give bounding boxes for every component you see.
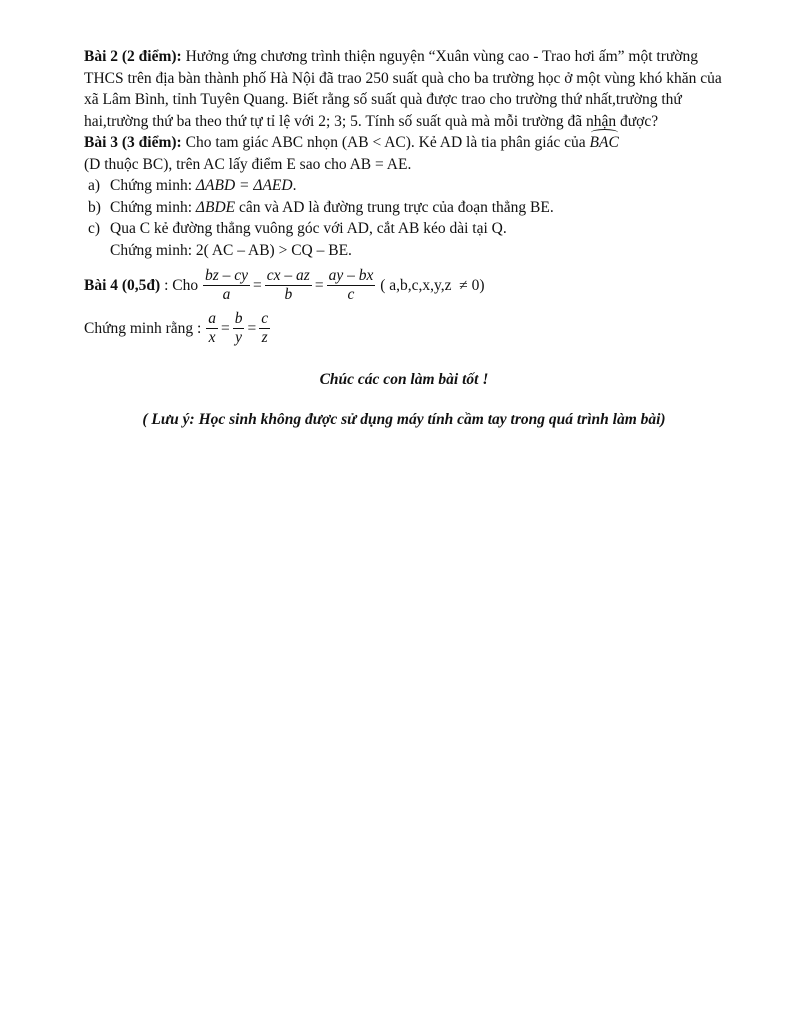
item-rest: cân và AD là đường trung trực của đoạn thẳng BE. xyxy=(235,198,554,216)
fraction-denominator: a xyxy=(222,286,231,303)
problem-3-line2: (D thuộc BC), trên AC lấy điểm E sao cho AB = AE. xyxy=(84,155,412,173)
item-label: a) xyxy=(88,177,101,194)
fraction-numerator: bz – cy xyxy=(205,267,249,284)
angle-bac: BAC xyxy=(590,132,619,154)
problem-2 xyxy=(84,46,724,132)
equals-sign: = xyxy=(220,319,230,337)
problem-4-cho: : Cho xyxy=(160,276,202,294)
item-rest: Qua C kẻ đường thẳng vuông góc với AD, cắt AB kéo dài tại Q. xyxy=(110,220,507,237)
problem-3-title: Bài 3 (3 điểm): xyxy=(84,134,182,151)
result-fraction-1 xyxy=(206,310,218,347)
problem-2-title: Bài 2 (2 điểm): xyxy=(84,48,182,65)
fraction-denominator: b xyxy=(284,286,293,303)
fraction-denominator: z xyxy=(261,329,268,346)
fraction-numerator: ay – bx xyxy=(328,267,374,284)
problem-3c xyxy=(84,218,724,240)
problem-2-text: Hưởng ứng chương trình thiện nguyện “Xuân vùng cao - Trao hơi ấm” một trường THCS trên địa bàn thành phố Hà Nội đã trao 250 suất quà cho ba trường học ở một vùng khó khăn của xã Lâm Bình, tỉnh Tuyên Quang. Biết rằng số suất quà được trao cho trường thứ nhất,trường thứ hai,trường thứ ba theo thứ tự tỉ lệ với 2; 3; 5. Tính số suất quà mà mỗi trường đã nhận được? xyxy=(84,48,722,130)
fraction-1 xyxy=(203,267,250,304)
equals-sign: = xyxy=(253,276,262,294)
calculator-note: ( Lưu ý: Học sinh không được sử dụng máy tính cầm tay trong quá trình làm bài) xyxy=(142,410,666,428)
problem-3b xyxy=(84,197,724,219)
item-rest: . xyxy=(292,177,297,194)
fraction-denominator: y xyxy=(235,329,243,346)
item-math: ΔBDE xyxy=(192,198,236,216)
item-math: ΔABD = ΔAED xyxy=(192,177,293,194)
fraction-numerator: c xyxy=(261,310,269,327)
fraction-3 xyxy=(327,267,376,304)
item-label: c) xyxy=(88,220,101,237)
result-fraction-2 xyxy=(233,310,245,347)
exam-content xyxy=(84,46,724,430)
fraction-denominator: c xyxy=(347,286,355,303)
problem-4-title: Bài 4 (0,5đ) xyxy=(84,276,161,294)
closing-message: Chúc các con làm bài tốt ! xyxy=(319,371,489,388)
equals-sign: = xyxy=(314,276,324,294)
problem-3c-proof xyxy=(84,240,724,262)
proof-statement: 2( AC – AB) > CQ – BE. xyxy=(192,241,352,259)
prove-label: Chứng minh rằng : xyxy=(84,319,206,337)
fraction-numerator: b xyxy=(234,310,243,327)
problem-3-text: Cho tam giác ABC nhọn (AB < AC). Kẻ AD là tia phân giác của xyxy=(181,134,590,151)
problem-4-prove xyxy=(84,310,724,347)
equals-sign: = xyxy=(247,319,257,337)
problem-3a xyxy=(84,175,724,197)
item-lead: Chứng minh: xyxy=(110,177,193,194)
item-label: b) xyxy=(88,198,101,216)
problem-4 xyxy=(84,267,724,304)
item-lead: Chứng minh: xyxy=(110,198,193,216)
fraction-2 xyxy=(265,267,312,304)
problem-3 xyxy=(84,132,724,154)
problem-4-condition: ( a,b,c,x,y,z ≠ 0) xyxy=(376,276,485,294)
proof-lead: Chứng minh: xyxy=(110,241,193,259)
fraction-denominator: x xyxy=(208,329,216,346)
fraction-numerator: cx – az xyxy=(266,267,310,284)
fraction-numerator: a xyxy=(208,310,216,327)
result-fraction-3 xyxy=(259,310,270,347)
